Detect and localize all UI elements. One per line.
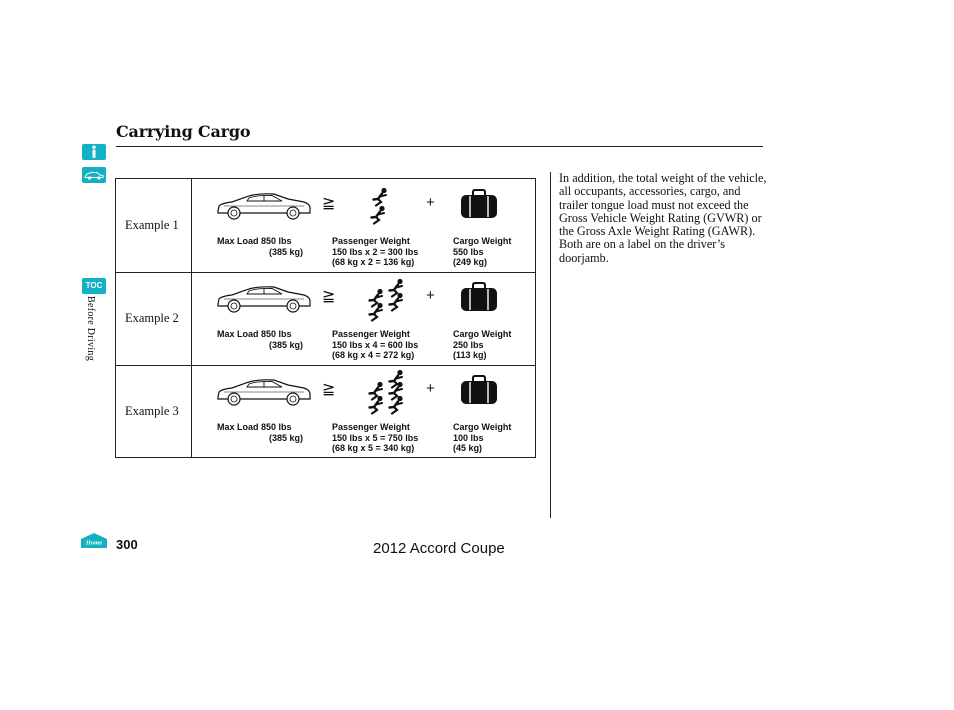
car-icon[interactable] bbox=[82, 167, 106, 183]
passenger-weight-kg: (68 kg x 5 = 340 kg) bbox=[332, 443, 415, 453]
plus-symbol: + bbox=[426, 380, 435, 397]
load-examples-table bbox=[115, 178, 536, 458]
page-title: Carrying Cargo bbox=[116, 122, 251, 141]
plus-symbol: + bbox=[426, 194, 435, 211]
example-row bbox=[116, 179, 535, 273]
passenger-icon bbox=[367, 302, 387, 322]
passenger-icon bbox=[367, 395, 387, 415]
cargo-weight-kg: (249 kg) bbox=[453, 257, 488, 267]
cargo-weight-title: Cargo Weight bbox=[453, 329, 512, 339]
plus-symbol: + bbox=[426, 287, 435, 304]
luggage-icon bbox=[460, 189, 498, 219]
cargo-weight-lbs: 100 lbs bbox=[453, 432, 484, 443]
example-row bbox=[116, 272, 535, 366]
luggage-icon bbox=[460, 282, 498, 312]
cargo-weight-title: Cargo Weight bbox=[453, 422, 512, 432]
passenger-weight-title: Passenger Weight bbox=[332, 236, 410, 246]
max-load-caption bbox=[217, 236, 303, 257]
passenger-weight-caption bbox=[332, 236, 452, 268]
car-icon bbox=[216, 282, 312, 314]
info-icon[interactable] bbox=[82, 144, 106, 160]
car-icon bbox=[216, 189, 312, 221]
greater-equal-symbol: ≧ bbox=[322, 379, 336, 398]
cargo-weight-caption bbox=[453, 422, 533, 454]
row-divider bbox=[191, 365, 192, 458]
max-load-text: Max Load 850 lbs bbox=[217, 422, 292, 432]
toc-button[interactable]: TOC bbox=[82, 278, 106, 294]
row-divider bbox=[191, 179, 192, 272]
passenger-weight-lbs: 150 lbs x 5 = 750 lbs bbox=[332, 432, 419, 443]
greater-equal-symbol: ≧ bbox=[322, 286, 336, 305]
cargo-weight-caption bbox=[453, 329, 533, 361]
passenger-weight-kg: (68 kg x 2 = 136 kg) bbox=[332, 257, 415, 267]
passenger-icon bbox=[371, 187, 391, 207]
cargo-weight-kg: (113 kg) bbox=[453, 350, 487, 360]
max-load-caption bbox=[217, 329, 303, 350]
passenger-figures bbox=[365, 185, 407, 229]
passenger-weight-caption bbox=[332, 422, 452, 454]
cargo-weight-kg: (45 kg) bbox=[453, 443, 483, 453]
home-icon[interactable] bbox=[80, 532, 108, 549]
passenger-figures bbox=[365, 278, 407, 322]
passenger-icon bbox=[369, 205, 389, 225]
passenger-weight-lbs: 150 lbs x 2 = 300 lbs bbox=[332, 246, 419, 257]
max-load-kg: (385 kg) bbox=[268, 432, 303, 443]
home-label: Home bbox=[85, 539, 103, 547]
passenger-icon bbox=[387, 292, 407, 312]
side-paragraph: In addition, the total weight of the vehicle, all occupants, accessories, cargo, and trailer tongue load must not exceed the Gross Vehicle Weight Rating (GVWR) or the Gross Axle Weight Rating (GAWR). Both are on a label on the driver’s doorjamb. bbox=[559, 171, 767, 265]
page-number: 300 bbox=[116, 537, 138, 552]
max-load-text: Max Load 850 lbs bbox=[217, 236, 292, 246]
passenger-weight-lbs: 150 lbs x 4 = 600 lbs bbox=[332, 339, 419, 350]
cargo-weight-title: Cargo Weight bbox=[453, 236, 512, 246]
cargo-weight-caption bbox=[453, 236, 533, 268]
example-label: Example 3 bbox=[125, 404, 179, 418]
passenger-weight-kg: (68 kg x 4 = 272 kg) bbox=[332, 350, 415, 360]
max-load-text: Max Load 850 lbs bbox=[217, 329, 292, 339]
column-divider bbox=[550, 172, 551, 518]
max-load-kg: (385 kg) bbox=[268, 339, 303, 350]
cargo-weight-lbs: 550 lbs bbox=[453, 246, 484, 257]
greater-equal-symbol: ≧ bbox=[322, 193, 336, 212]
example-label: Example 1 bbox=[125, 218, 179, 232]
example-row bbox=[116, 365, 535, 458]
passenger-weight-title: Passenger Weight bbox=[332, 329, 410, 339]
max-load-caption bbox=[217, 422, 303, 443]
section-label: Before Driving bbox=[85, 296, 96, 362]
car-icon bbox=[216, 375, 312, 407]
footer-model: 2012 Accord Coupe bbox=[373, 540, 505, 557]
luggage-icon bbox=[460, 375, 498, 405]
passenger-weight-caption bbox=[332, 329, 452, 361]
passenger-figures bbox=[365, 371, 407, 415]
cargo-weight-lbs: 250 lbs bbox=[453, 339, 484, 350]
row-divider bbox=[191, 272, 192, 365]
passenger-icon bbox=[387, 395, 407, 415]
passenger-weight-title: Passenger Weight bbox=[332, 422, 410, 432]
max-load-kg: (385 kg) bbox=[268, 246, 303, 257]
example-label: Example 2 bbox=[125, 311, 179, 325]
title-divider bbox=[116, 146, 763, 147]
